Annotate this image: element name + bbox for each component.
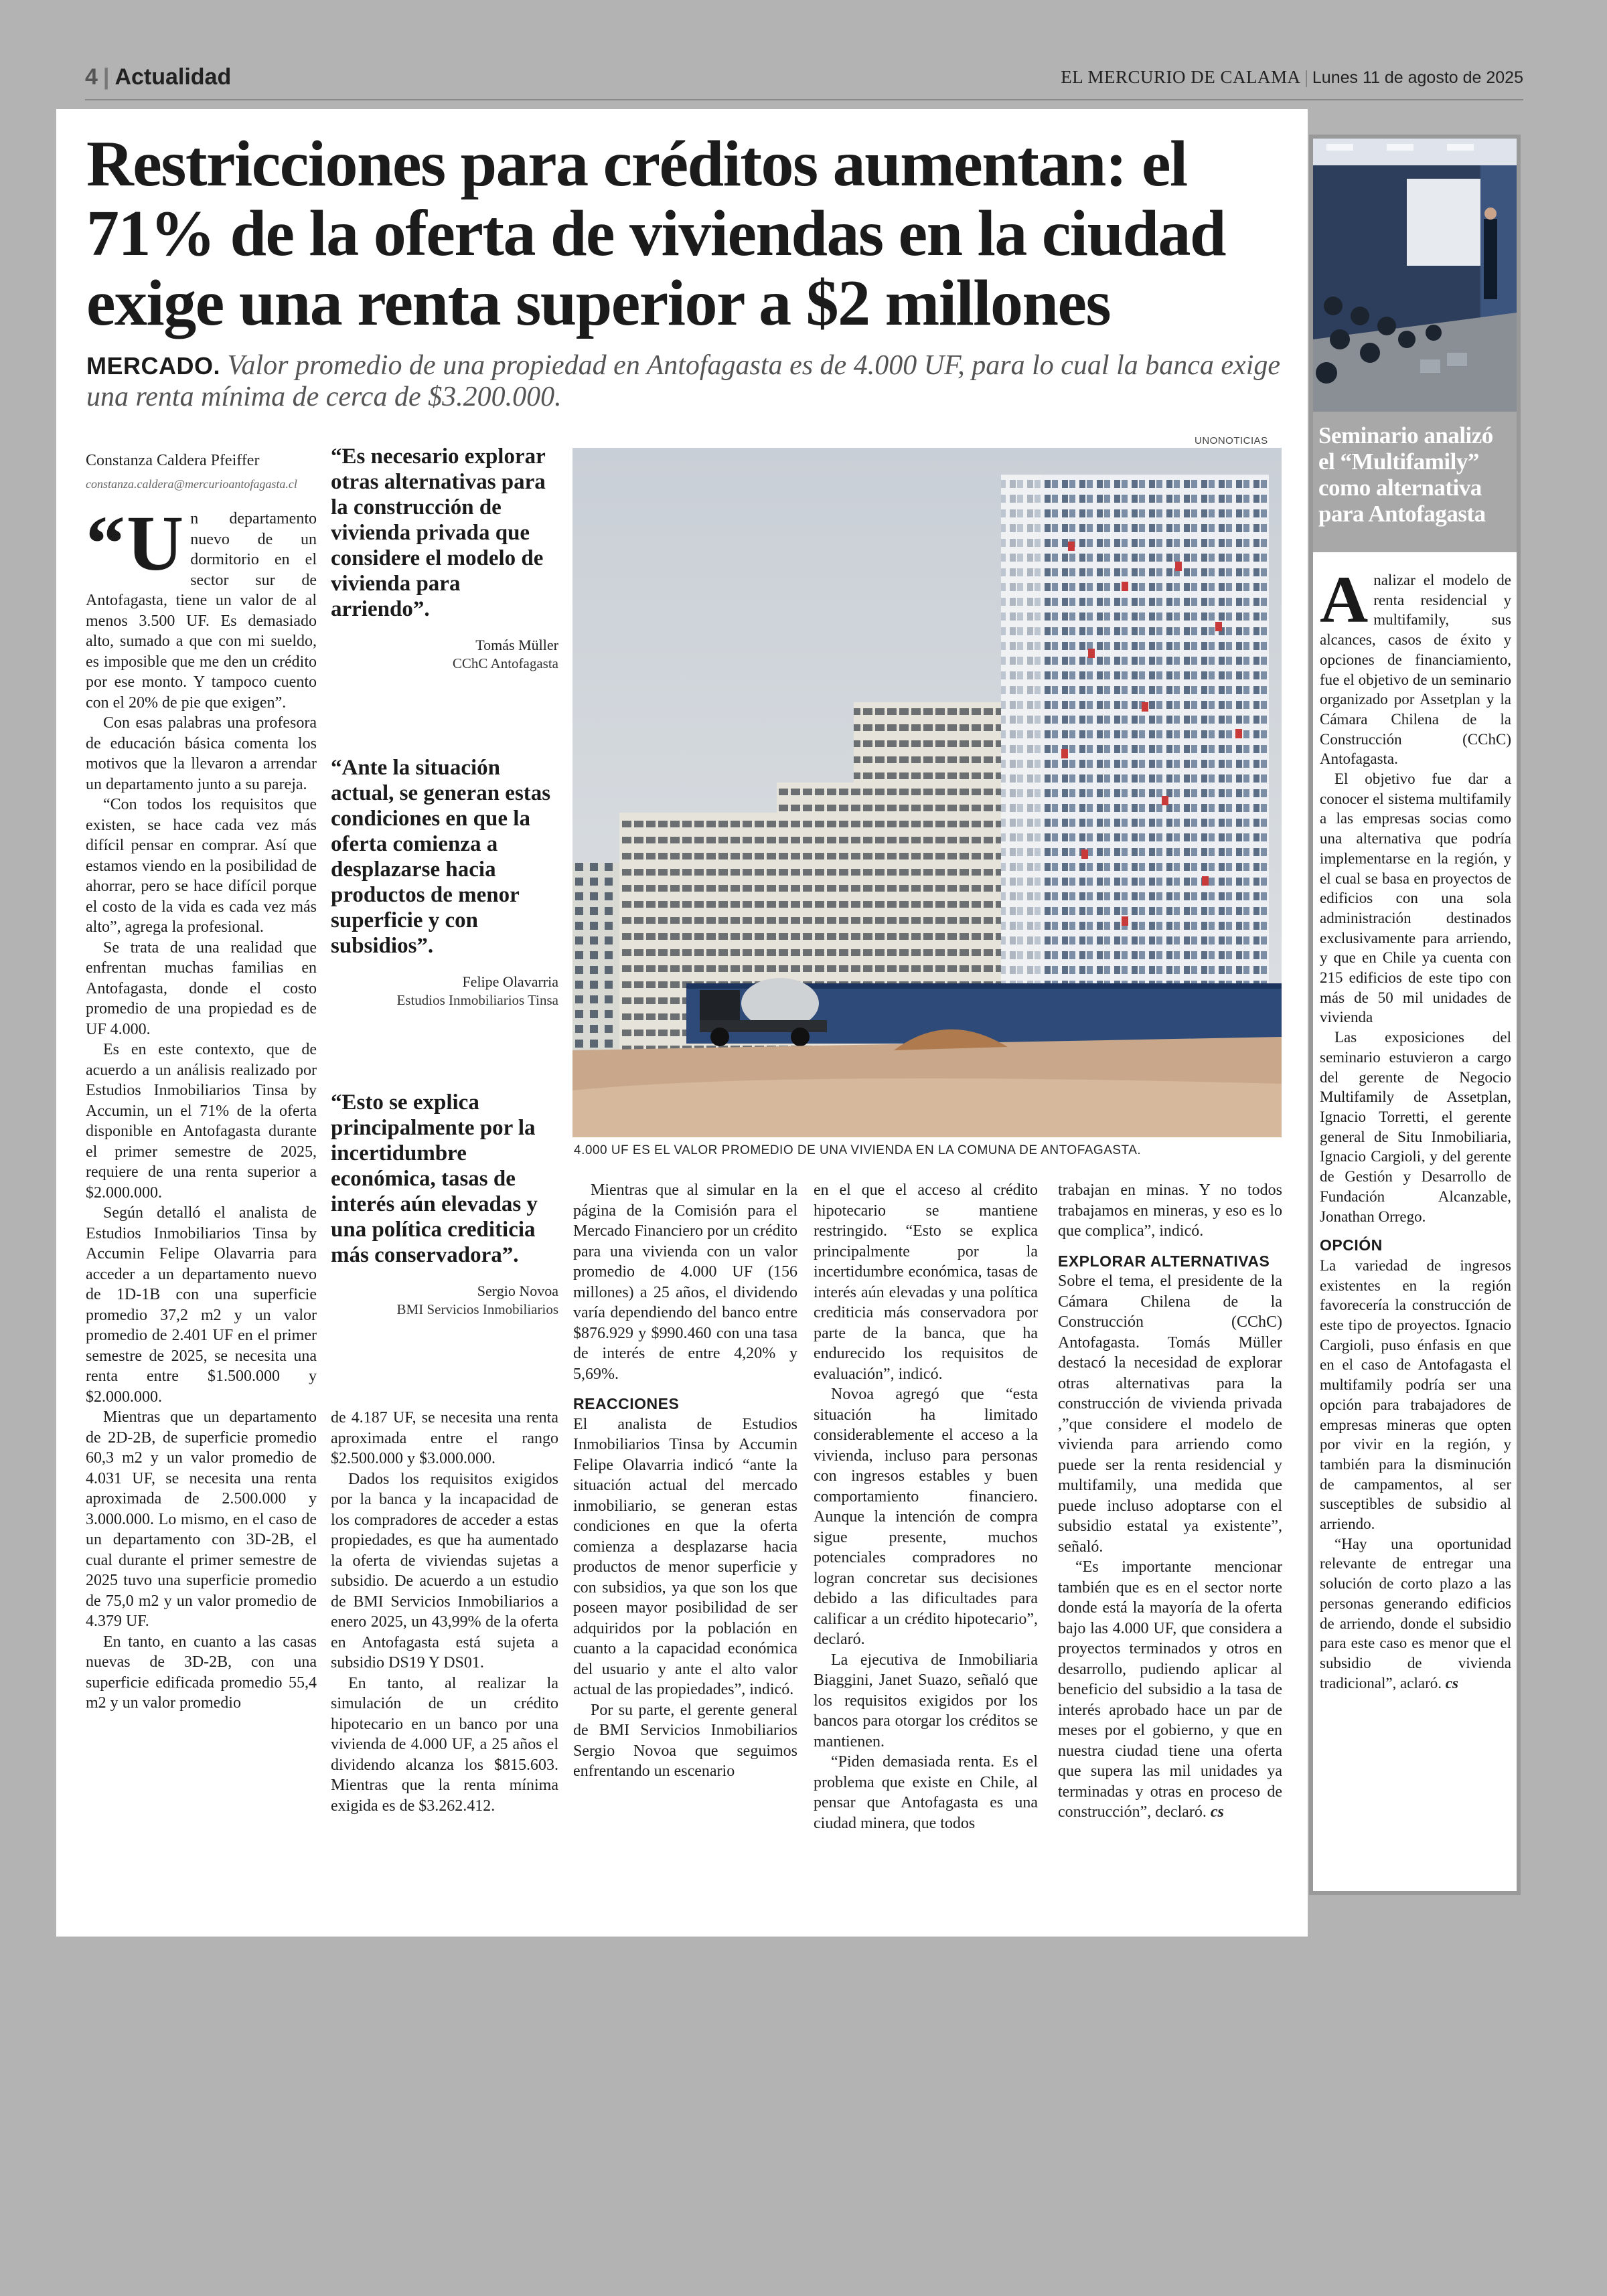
issue-date: Lunes 11 de agosto de 2025 bbox=[1312, 68, 1523, 87]
paragraph-text: “Es importante mencionar también que es en el sector norte donde está la mayoría de la oferta bajo las 4.000 UF, que considera a proyectos terminados y otros en desarrollo, pudiendo aplicar al beneficio del subsidio a la tasa de interés aprobado hace un par de meses por el gobierno, y que en nuestra ciudad tiene una oferta que supera las mil unidades ya terminadas y otras en proceso de construcción”, declaró. bbox=[1058, 1558, 1282, 1821]
column-1 bbox=[86, 450, 317, 1714]
pullquote-org: CChC Antofagasta bbox=[452, 655, 558, 671]
sidebar-box bbox=[1309, 135, 1521, 1895]
end-mark-icon: cs bbox=[1210, 1803, 1224, 1821]
seminar-photo bbox=[1313, 139, 1517, 412]
subhead-opcion: OPCIÓN bbox=[1320, 1236, 1383, 1254]
paragraph: nalizar el modelo de renta residencial y multifamily, sus alcances, casos de éxito y opciones de financiamiento, fue el objetivo de un seminario organizado por Assetplan y la Cámara Chilena de la Construcción (CChC) Antofagasta. bbox=[1320, 572, 1511, 768]
paragraph: Las exposiciones del seminario estuvieron a cargo del gerente de Negocio Multifamily de Assetplan, Ignacio Torretti, el gerente general de Situ Inmobiliaria, Ignacio Cargioli, y del gerente de Gestión y Desarrollo de Fundación Alcanzable, Jonathan Orrego. bbox=[1320, 1029, 1511, 1225]
sidebar-title: Seminario analizó el “Multifamily” como alternativa para Antofagasta bbox=[1318, 422, 1493, 527]
page-number: 4 bbox=[85, 64, 98, 90]
page-header bbox=[85, 64, 1523, 96]
paragraph: Novoa agregó que “esta situación ha limitado considerablemente el acceso a la vivienda, incluso para personas con ingresos estables y buen comportamiento financiero. Aunque la intención de compra sigue presente, muchos potenciales compradores no logran concretar sus decisiones debido a las dificultades para calificar a un crédito hipotecario”, declaró. bbox=[814, 1386, 1038, 1648]
paragraph: La variedad de ingresos existentes en la región favorecería la construcción de este tipo de proyectos. Ignacio Cargioli, puso énfasis en que en el caso de Antofagasta el multifamily podría ser una opción para trabajadores de empresas mineras que opten por vivir en la región, y también para la disminución de campamentos, al ser susceptibles de subsidio al arriendo. bbox=[1320, 1256, 1511, 1533]
paragraph bbox=[1058, 1557, 1282, 1823]
sidebar-title-band bbox=[1313, 412, 1517, 552]
deck-text: Valor promedio de una propiedad en Antofagasta es de 4.000 UF, para lo cual la banca exige una renta mínima de cerca de $3.200.000. bbox=[86, 350, 1280, 412]
author-name: Constanza Caldera Pfeiffer bbox=[86, 452, 260, 469]
paragraph: En tanto, al realizar la simulación de un crédito hipotecario en un banco por una vivienda de 4.000 UF, a 25 años el dividendo alcanza los $815.603. Mientras que la renta mínima exigida es de $3.262.412. bbox=[331, 1674, 558, 1815]
paragraph: Sobre el tema, el presidente de la Cámara Chilena de la Construcción (CChC) Antofagasta. Tomás Müller destacó la necesidad de explorar otras alternativas para la construcción de vivienda privada ,”que considere el modelo de vivienda para arriendo como puede ser la renta residencial y multifamily, una medida que puede incluso adoptarse con el subsidio estatal ya existente”, señaló. bbox=[1058, 1273, 1282, 1556]
pullquote-novoa bbox=[331, 1090, 558, 1318]
buildings-photo bbox=[572, 448, 1282, 1137]
paragraph: Dados los requisitos exigidos por la banca y la incapacidad de los compradores de acceder a estas propiedades, es que ha aumentado la oferta de viviendas sujetas a subsidio. De acuerdo a un estudio de BMI Servicios Inmobiliarios a enero 2025, un 43,99% de la oferta en Antofagasta está sujeta a subsidio DS19 Y DS01. bbox=[331, 1470, 558, 1671]
paragraph: trabajan en minas. Y no todos trabajamos en mineras, y eso es lo que complica”, indicó. bbox=[1058, 1181, 1282, 1240]
paragraph: En tanto, en cuanto a las casas nuevas de 3D-2B, con una superficie edificada promedio 55,4 m2 y un valor promedio bbox=[86, 1633, 317, 1712]
pullquote-muller bbox=[331, 444, 558, 672]
paragraph: Con esas palabras una profesora de educación básica comenta los motivos que la llevaron a arrendar un departamento junto a su pareja. bbox=[86, 714, 317, 793]
column-4 bbox=[814, 1180, 1038, 1833]
drop-cap: U bbox=[127, 499, 184, 587]
paragraph-text: “Hay una oportunidad relevante de entregar una solución de corto plazo a las personas generando edificios de arriendo, donde el subsidio para este caso es menor que el subsidio de vivienda tradicional”, aclaró. bbox=[1320, 1535, 1511, 1692]
paragraph: “Piden demasiada renta. Es el problema que existe en Chile, al pensar que Antofagasta es una ciudad minera, que todos bbox=[814, 1753, 1038, 1832]
paragraph: Mientras que un departamento de 2D-2B, de superficie promedio 60,3 m2 y un valor promedio de 4.031 UF, se necesita una renta aproximada de 2.500.000 y 3.000.000. Lo mismo, en el caso de un departamento con 3D-2B, el cual durante el primer semestre de 2025 tuvo una superficie promedio de 75,0 m2 y un valor promedio de 4.379 UF. bbox=[86, 1408, 317, 1630]
opening-quote-mark: “ bbox=[86, 499, 125, 587]
pullquote-text: “Es necesario explorar otras alternativas para la construcción de vivienda privada que considere el modelo de vivienda para arriendo”. bbox=[331, 444, 546, 621]
end-mark-icon: cs bbox=[1445, 1674, 1458, 1692]
subhead-reacciones: REACCIONES bbox=[573, 1395, 680, 1412]
pullquote-olavarria bbox=[331, 755, 558, 1009]
paragraph: Según detalló el analista de Estudios Inmobiliarios Tinsa by Accumin Felipe Olavarria para acceder a un departamento nuevo de 1D-1B con una superficie promedio 37,2 m2 y un valor promedio de 2.401 UF en el primer semestre de 2025, se necesita una renta entre $1.500.000 y $2.000.000. bbox=[86, 1204, 317, 1406]
section-label bbox=[85, 64, 231, 90]
pullquote-text: “Esto se explica principalmente por la incertidumbre económica, tasas de interés aún elevadas y una política crediticia más conservadora”. bbox=[331, 1090, 538, 1267]
paragraph: El objetivo fue dar a conocer el sistema multifamily a las empresas socias como una alternativa que podría implementarse en la región, y el cual se basa en proyectos de edificios con una sola administración destinados exclusivamente para arriendo, y que en Chile ya cuenta con 215 edificios de este tipo con más de 50 mil unidades de vivienda bbox=[1320, 770, 1511, 1026]
newspaper-name: EL MERCURIO DE CALAMA bbox=[1061, 67, 1301, 87]
masthead-info bbox=[1061, 67, 1523, 88]
kicker: MERCADO. bbox=[86, 352, 220, 380]
paragraph: El analista de Estudios Inmobiliarios Tinsa by Accumin Felipe Olavarria indicó “ante la situación actual del mercado inmobiliario, se generan estas condiciones en que la oferta comienza a desplazarse hacia productos de menor superficie y con subsidios, ya que son los que poseen mayor posibilidad de ser adquiridos por la población en cuanto a la capacidad económica del usuario y ante el alto valor actual de las propiedades”, indicó. bbox=[573, 1415, 797, 1698]
pullquote-org: BMI Servicios Inmobiliarios bbox=[396, 1301, 558, 1317]
paragraph bbox=[1320, 1534, 1511, 1694]
header-separator: | bbox=[102, 64, 110, 90]
section-name: Actualidad bbox=[114, 64, 232, 90]
masthead-separator: | bbox=[1304, 67, 1308, 87]
column-3 bbox=[573, 1180, 797, 1782]
paragraph: de 4.187 UF, se necesita una renta aproximada entre el rango $2.500.000 y $3.000.000. bbox=[331, 1409, 558, 1467]
sidebar-body bbox=[1320, 562, 1511, 1693]
header-rule bbox=[85, 99, 1523, 100]
paragraph: Por su parte, el gerente general de BMI Servicios Inmobiliarios Sergio Novoa que seguimos enfrentando un escenario bbox=[573, 1701, 797, 1780]
pullquote-name: Sergio Novoa bbox=[477, 1283, 558, 1299]
pullquote-name: Felipe Olavarria bbox=[462, 973, 558, 990]
pullquote-text: “Ante la situación actual, se generan estas condiciones en que la oferta comienza a desplazarse hacia productos de menor superficie y con subsidios”. bbox=[331, 756, 551, 958]
deck bbox=[86, 350, 1285, 412]
subhead-explorar: EXPLORAR ALTERNATIVAS bbox=[1058, 1252, 1270, 1270]
column-5 bbox=[1058, 1180, 1282, 1823]
pullquote-name: Tomás Müller bbox=[475, 637, 558, 653]
author-email: constanza.caldera@mercurioantofagasta.cl bbox=[86, 477, 297, 491]
paragraph: en el que el acceso al crédito hipotecario se mantiene restringido. “Esto se explica principalmente por la incertidumbre económica, tasas de interés aún elevadas y una política crediticia más conservadora por parte de la banca, que ha endurecido los requisitos de evaluación”, indicó. bbox=[814, 1181, 1038, 1383]
paragraph: Mientras que al simular en la página de la Comisión para el Mercado Financiero por un crédito para una vivienda con un valor promedio de 4.000 UF (156 millones) a 25 años, el dividendo varía dependiendo del banco entre $876.929 y $990.460 con una tasa de interés de entre 4,20% y 5,69%. bbox=[573, 1181, 797, 1383]
paragraph: Se trata de una realidad que enfrentan muchas familias en Antofagasta, donde el costo promedio de una propiedad es de UF 4.000. bbox=[86, 938, 317, 1038]
paragraph: Es en este contexto, que de acuerdo a un análisis realizado por Estudios Inmobiliarios Tinsa by Accumin, un el 71% de la oferta disponible en Antofagasta durante el primer semestre de 2025, requiere de una renta superior a $2.000.000. bbox=[86, 1041, 317, 1202]
main-article bbox=[56, 109, 1308, 1937]
paragraph: n departamento nuevo de un dormitorio en el sector sur de Antofagasta, tiene un valor de al menos 3.500 UF. Es demasiado alto, sumado a que con mi sueldo, es imposible que me den un crédito por ese monto. Y tampoco cuento con el 20% de pie que exigen”. bbox=[86, 510, 317, 712]
pullquote-org: Estudios Inmobiliarios Tinsa bbox=[396, 992, 558, 1008]
photo-caption: 4.000 UF ES EL VALOR PROMEDIO DE UNA VIVIENDA EN LA COMUNA DE ANTOFAGASTA. bbox=[574, 1143, 1142, 1157]
paragraph: La ejecutiva de Inmobiliaria Biaggini, Janet Suazo, señaló que los requisitos exigidos por los bancos para otorgar los créditos se mantienen. bbox=[814, 1651, 1038, 1750]
photo-credit: UNONOTICIAS bbox=[1195, 435, 1268, 446]
paragraph: “Con todos los requisitos que existen, se hace cada vez más difícil pensar en comprar. Así que estamos viendo en la posibilidad de ahorrar, pero se hace difícil porque el costo de la vida es cada vez más alto”, agrega la profesional. bbox=[86, 796, 317, 936]
headline: Restricciones para créditos aumentan: el 71% de la oferta de viviendas en la ciudad exige una renta superior a $2 millones bbox=[86, 128, 1226, 339]
column-2 bbox=[331, 1408, 558, 1816]
sidebar-drop-cap: A bbox=[1320, 562, 1369, 637]
